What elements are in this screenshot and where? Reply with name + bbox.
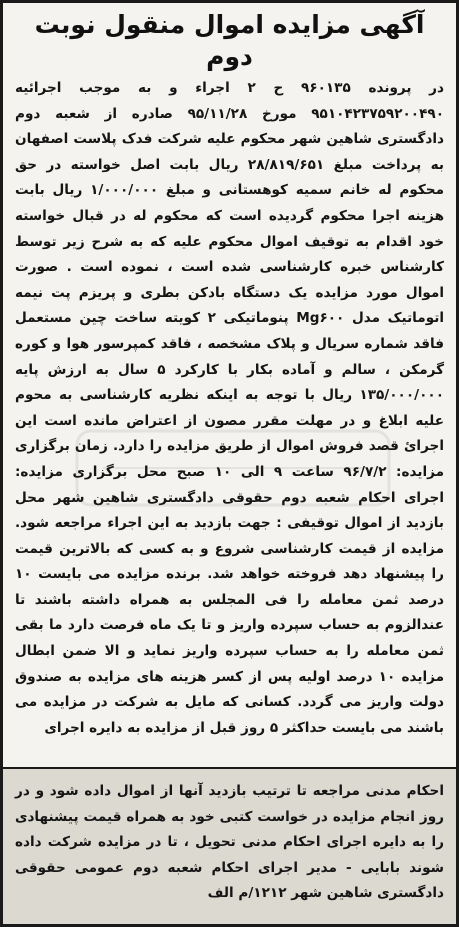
notice-footer-text: احکام مدنی مراجعه تا ترتیب بازدید آنها از اموال داده شود و در روز انجام مزایده در خواست کتبی خود به همراه قیمت پیشنهادی را به دایره اجرای احکام مدنی تحویل ، تا در مزایده شرکت داده شوند بابایی - مدیر اجرای احکام شعبه دوم عمومی حقوقی دادگستری شاهین شهر ۱۲۱۲/م الف	[15, 783, 444, 902]
notice-body-text: در پرونده ۹۶۰۱۳۵ ح ۲ اجراء و به موجب اجرائیه ۹۵۱۰۴۲۳۷۵۹۲۰۰۴۹۰ مورخ ۹۵/۱۱/۲۸ صادره از شعبه دوم دادگستری شاهین شهر محکوم علیه شرکت فدک پلاست اصفهان به پرداخت مبلغ ۲۸/۸۱۹/۶۵۱ ریال بابت اصل خواسته در حق محکوم له خانم سمیه کوهستانی و مبلغ ۱/۰۰۰/۰۰۰ ریال بابت هزینه اجرا محکوم گردیده است که محکوم له در قبال خواسته خود اقدام به توقیف اموال محکوم علیه که به شرح زیر توسط کارشناس خبره کارشناسی شده است ، نموده است . صورت اموال مورد مزایده یک دستگاه بادکن بطری و پریزم پت نیمه اتوماتیک مدل Mg۶۰۰ پنوماتیکی ۲ کویته ساخت چین مستعمل فاقد شماره سریال و پلاک مشخصه ، فاقد کمپرسور هوا و کوره گرمکن ، سالم و آماده بکار با کارکرد ۵ سال به ارزش پایه ۱۳۵/۰۰۰/۰۰۰ ریال با توجه به اینکه نظریه کارشناسی به محوم علیه ابلاغ و در مهلت مقرر مصون از اعتراض مانده است این اجرائ قصد فروش اموال از طریق مزایده را دارد. زمان برگزاری مزایده: ۹۶/۷/۲ ساعت ۹ الی ۱۰ صبح محل برگزاری مزایده: اجرای احکام شعبه دوم حقوقی دادگستری شاهین شهر محل بازدید از اموال توقیفی : جهت بازدید به این اجراء مراجعه شود. مزایده از قیمت کارشناسی شروع و به کسی که بالاترین قیمت را پیشنهاد دهد فروخته خواهد شد. برنده مزایده می بایست ۱۰ درصد ثمن معامله را فی المجلس به همراه داشته باشند تا عندالزوم به حساب سپرده واریز و تا یک ماه فرصت دارد ما بقی ثمن معامله را به حساب سپرده واریز نماید و الا ضمن ابطال مزایده ۱۰ درصد اولیه پس از کسر هزینه های مزایده به صندوق دولت واریز می گردد. کسانی که مایل به شرکت در مزایده می باشند می بایست حداکثر ۵ روز قبل از مزایده به دایره اجرای	[15, 80, 445, 736]
notice-footer	[3, 767, 456, 924]
notice-body	[15, 76, 444, 741]
notice-title: آگهی مزایده اموال منقول نوبت دوم	[34, 10, 425, 71]
